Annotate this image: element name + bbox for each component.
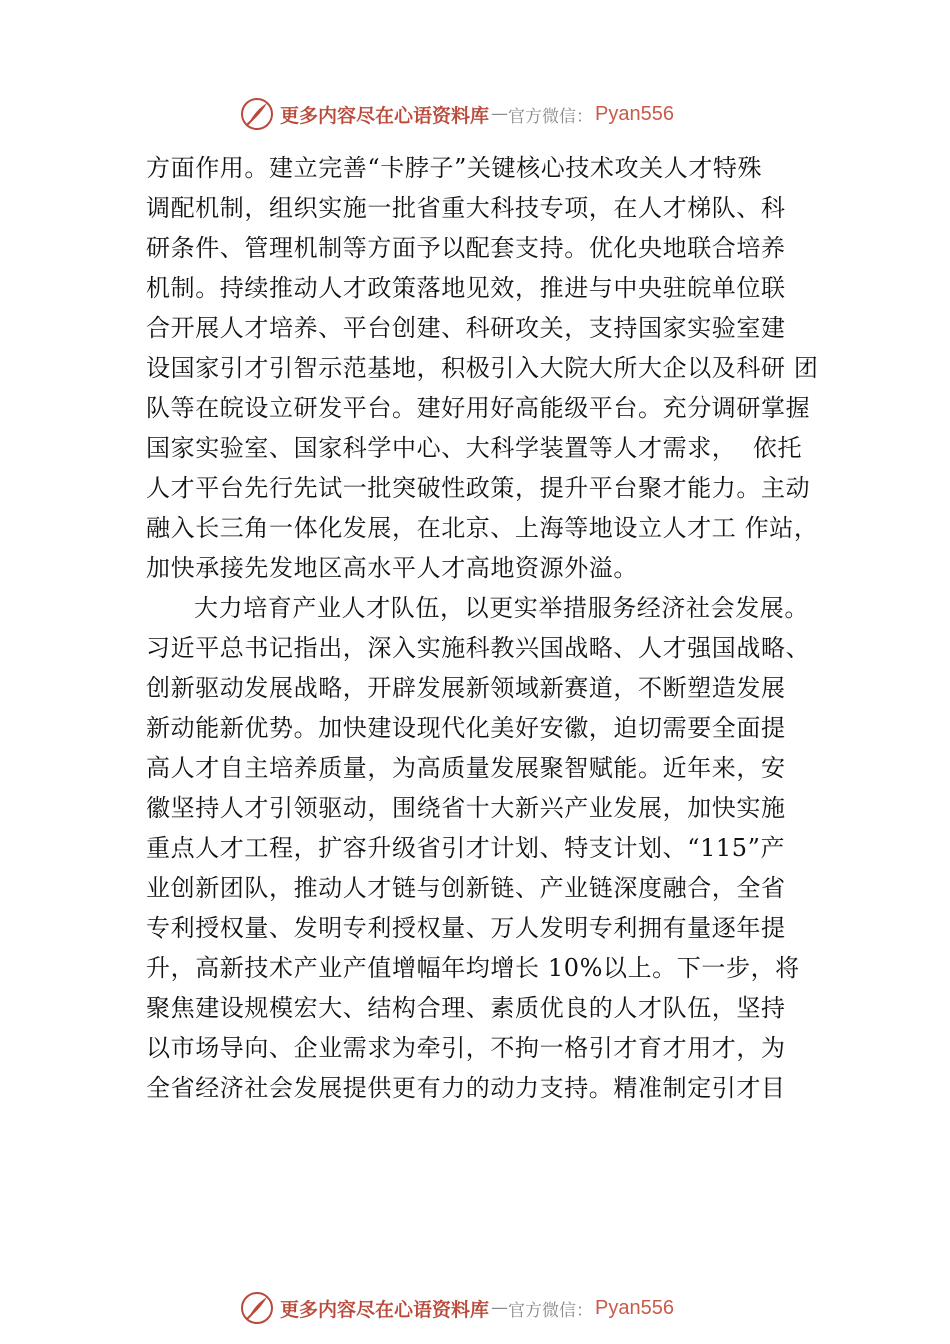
header-banner — [240, 94, 760, 134]
banner-brand-text: 更多内容尽在心语资料库 — [280, 104, 490, 127]
text-line: 以市场导向、企业需求为牵引，不拘一格引才育才用才，为 — [146, 1034, 786, 1062]
text-line: 徽坚持人才引领驱动，围绕省十大新兴产业发展，加快实施 — [146, 794, 786, 822]
footer-banner — [240, 1288, 760, 1328]
banner-brand-text: 更多内容尽在心语资料库 — [280, 1298, 490, 1321]
text-line: 国家实验室、国家科学中心、大科学装置等人才需求， 依托 — [146, 434, 803, 462]
text-line: 人才平台先行先试一批突破性政策，提升平台聚才能力。主动 — [146, 474, 811, 502]
quill-logo-icon — [240, 1291, 274, 1325]
banner-wechat-id: Pyan556 — [595, 102, 674, 125]
text-line: 习近平总书记指出，深入实施科教兴国战略、人才强国战略、 — [146, 634, 811, 662]
paragraph-first-line: 大力培育产业人才队伍，以更实举措服务经济社会发展。 — [194, 594, 809, 622]
banner-dash: — — [491, 104, 509, 124]
banner-dash: — — [491, 1298, 509, 1318]
quill-logo-icon — [240, 97, 274, 131]
text-line: 新动能新优势。加快建设现代化美好安徽，迫切需要全面提 — [146, 714, 786, 742]
banner-wechat-label: 官方微信： — [508, 1300, 594, 1321]
text-line: 队等在皖设立研发平台。建好用好高能级平台。充分调研掌握 — [146, 394, 811, 422]
document-body — [146, 148, 846, 1108]
text-line: 合开展人才培养、平台创建、科研攻关，支持国家实验室建 — [146, 314, 786, 342]
text-line: 重点人才工程，扩容升级省引才计划、特支计划、“115”产 — [146, 834, 786, 862]
text-line: 研条件、管理机制等方面予以配套支持。优化央地联合培养 — [146, 234, 786, 262]
text-line: 调配机制，组织实施一批省重大科技专项，在人才梯队、科 — [146, 194, 786, 222]
text-line: 专利授权量、发明专利授权量、万人发明专利拥有量逐年提 — [146, 914, 786, 942]
banner-wechat-id: Pyan556 — [595, 1296, 674, 1319]
text-line: 融入长三角一体化发展，在北京、上海等地设立人才工 作站， — [146, 514, 819, 542]
banner-wechat-label: 官方微信： — [508, 106, 594, 127]
text-line: 创新驱动发展战略，开辟发展新领域新赛道，不断塑造发展 — [146, 674, 786, 702]
text-line: 高人才自主培养质量，为高质量发展聚智赋能。近年来，安 — [146, 754, 786, 782]
text-line: 加快承接先发地区高水平人才高地资源外溢。 — [146, 554, 638, 582]
text-line: 机制。持续推动人才政策落地见效，推进与中央驻皖单位联 — [146, 274, 786, 302]
text-line: 升，高新技术产业产值增幅年均增长 10%以上。下一步，将 — [146, 954, 800, 982]
text-line: 业创新团队，推动人才链与创新链、产业链深度融合，全省 — [146, 874, 786, 902]
text-line: 聚焦建设规模宏大、结构合理、素质优良的人才队伍，坚持 — [146, 994, 786, 1022]
text-line: 方面作用。建立完善“卡脖子”关键核心技术攻关人才特殊 — [146, 154, 763, 182]
text-line: 设国家引才引智示范基地，积极引入大院大所大企以及科研 团 — [146, 354, 819, 382]
text-line: 全省经济社会发展提供更有力的动力支持。精准制定引才目 — [146, 1074, 786, 1102]
